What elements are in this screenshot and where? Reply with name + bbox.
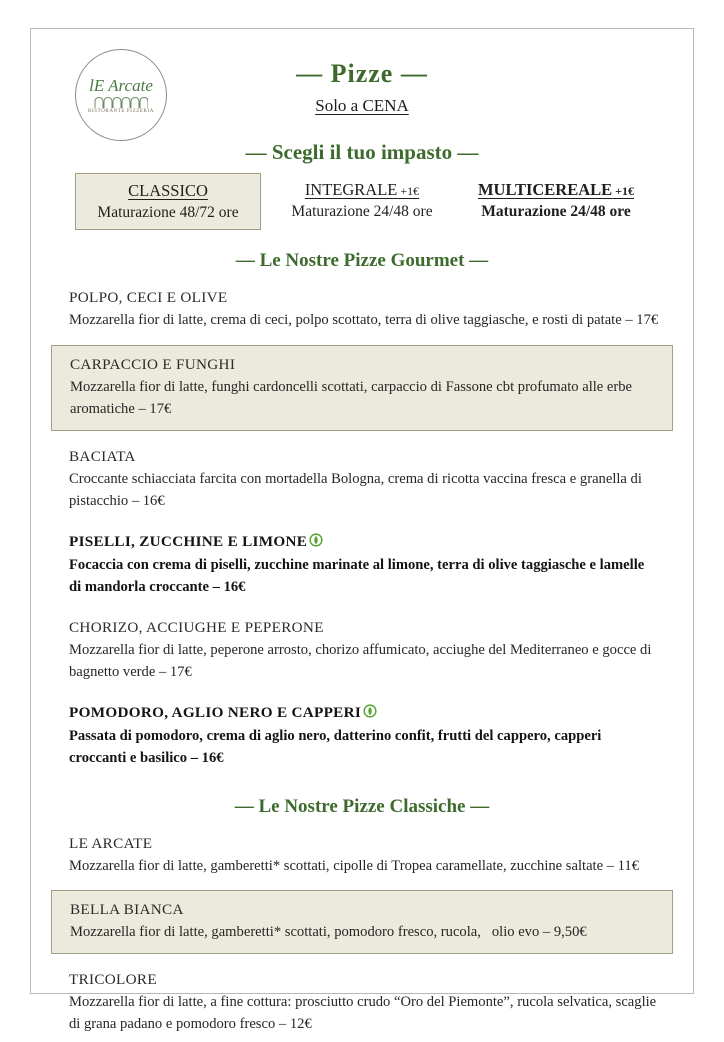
menu-item — [51, 890, 673, 954]
impasto-surcharge: +1€ — [397, 184, 420, 198]
impasto-options — [31, 173, 693, 230]
section-items — [31, 828, 693, 1042]
item-name: CHORIZO, ACCIUGHE E PEPERONE — [69, 618, 324, 636]
page-title: — Pizze — — [296, 59, 428, 88]
menu-sections — [31, 250, 693, 1042]
item-description: Mozzarella fior di latte, funghi cardoncelli scottati, carpaccio di Fassone cbt profumato alle erbe aromatiche – 17€ — [70, 378, 633, 417]
page-subtitle: Solo a CENA — [315, 96, 409, 115]
item-name-line — [70, 353, 658, 376]
menu-item — [51, 964, 673, 1042]
arches-icon — [94, 96, 148, 108]
menu-item — [51, 612, 673, 690]
menu-section — [31, 796, 693, 1042]
item-name-line — [70, 898, 658, 921]
item-description: Mozzarella fior di latte, crema di ceci, polpo scottato, terra di olive taggiasche, e rosti di patate – 17€ — [69, 312, 659, 328]
logo-subtitle: RISTORANTE PIZZERIA — [88, 108, 154, 114]
item-name: BACIATA — [69, 447, 136, 465]
impasto-option — [75, 173, 261, 230]
menu-item — [51, 697, 673, 776]
menu-section — [31, 250, 693, 776]
item-name-line — [69, 832, 659, 855]
item-description: Focaccia con crema di piselli, zucchine marinate al limone, terra di olive taggiasche e lamelle di mandorla croccante – 16€ — [69, 556, 645, 595]
impasto-maturation: Maturazione 24/48 ore — [291, 203, 433, 220]
section-heading: — Le Nostre Pizze Gourmet — — [235, 250, 489, 271]
impasto-name: INTEGRALE — [304, 180, 398, 199]
item-name: LE ARCATE — [69, 834, 153, 852]
menu-item — [51, 526, 673, 605]
header — [31, 29, 693, 116]
item-name-line — [69, 530, 659, 554]
impasto-option — [463, 173, 649, 228]
restaurant-logo — [75, 49, 167, 141]
item-name: PISELLI, ZUCCHINE E LIMONE — [69, 532, 308, 550]
item-description: Croccante schiacciata farcita con mortadella Bologna, crema di ricotta vaccina fresca e granella di pistacchio – 16€ — [69, 470, 642, 509]
impasto-maturation: Maturazione 24/48 ore — [481, 203, 631, 220]
menu-item — [51, 282, 673, 338]
item-name-line — [69, 445, 659, 468]
impasto-name: MULTICEREALE — [477, 180, 613, 199]
menu-item — [51, 828, 673, 884]
item-name-line — [69, 286, 659, 309]
section-heading: — Le Nostre Pizze Classiche — — [234, 795, 490, 817]
menu-page — [30, 28, 694, 1032]
item-description: Mozzarella fior di latte, a fine cottura: prosciutto crudo “Oro del Piemonte”, rucola selvatica, scaglie di grana padano e pomodoro fresco – 12€ — [69, 993, 657, 1032]
impasto-title — [78, 181, 258, 201]
impasto-name: CLASSICO — [128, 181, 208, 200]
item-name-line — [69, 616, 659, 639]
item-description: Mozzarella fior di latte, peperone arrosto, chorizo affumicato, acciughe del Mediterraneo e gocce di bagnetto verde – 17€ — [69, 641, 652, 680]
impasto-heading: — Scegli il tuo impasto — — [245, 140, 479, 164]
item-description: Passata di pomodoro, crema di aglio nero, datterino confit, frutti del cappero, capperi croccanti e basilico – 16€ — [69, 727, 602, 766]
vegan-leaf-icon — [363, 702, 377, 725]
item-name-line — [69, 968, 659, 991]
impasto-surcharge: +1€ — [612, 184, 635, 198]
impasto-title — [271, 180, 453, 200]
menu-item — [51, 345, 673, 431]
item-name: POLPO, CECI E OLIVE — [69, 289, 228, 306]
impasto-option — [269, 173, 455, 228]
item-description: Mozzarella fior di latte, gamberetti* scottati, pomodoro fresco, rucola, olio evo – 9,50€ — [70, 924, 587, 940]
impasto-maturation: Maturazione 48/72 ore — [97, 204, 239, 221]
item-name: CARPACCIO E FUNGHI — [70, 355, 236, 373]
item-name: BELLA BIANCA — [70, 901, 184, 918]
vegan-leaf-icon — [309, 531, 323, 554]
logo-name: lE Arcate — [89, 75, 153, 95]
item-name: TRICOLORE — [69, 970, 157, 988]
item-name-line — [69, 701, 659, 725]
item-description: Mozzarella fior di latte, gamberetti* scottati, cipolle di Tropea caramellate, zucchine saltate – 11€ — [69, 857, 640, 874]
menu-item — [51, 441, 673, 519]
impasto-title — [465, 180, 647, 200]
section-items — [31, 282, 693, 776]
item-name: POMODORO, AGLIO NERO E CAPPERI — [69, 703, 362, 721]
